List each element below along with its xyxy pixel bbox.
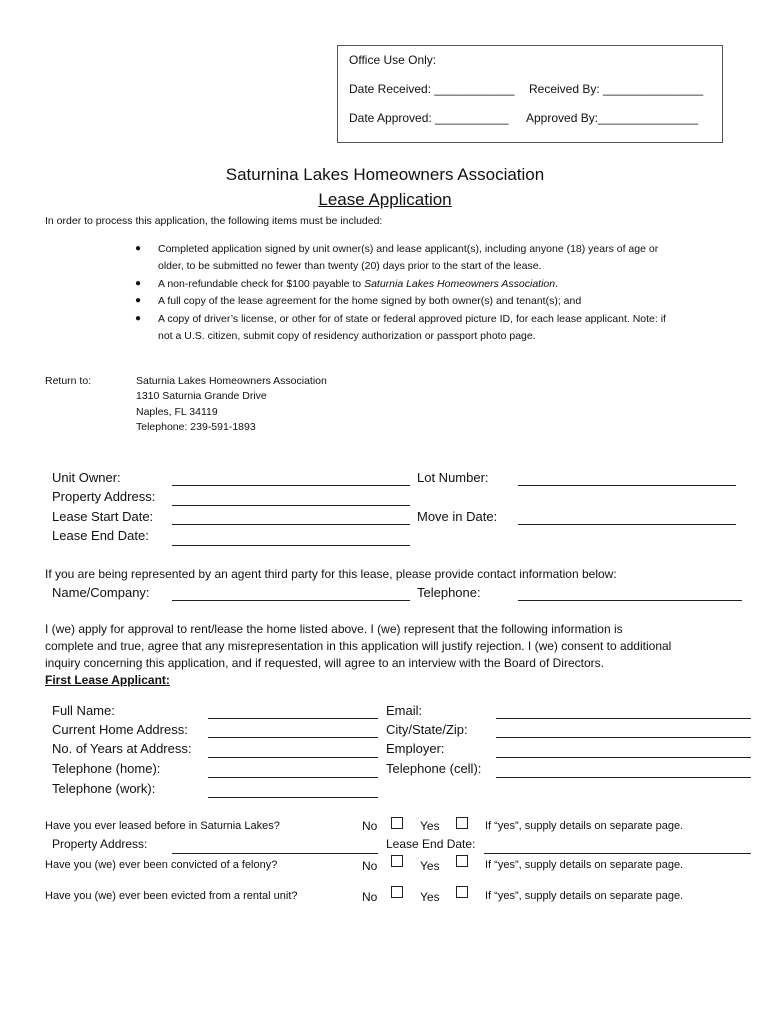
- lease-start-input[interactable]: [172, 524, 410, 525]
- employer-label: Employer:: [386, 741, 445, 756]
- tel-work-label: Telephone (work):: [52, 781, 156, 796]
- name-company-label: Name/Company:: [52, 585, 150, 600]
- requirement-4-line2: not a U.S. citizen, submit copy of residency authorization or passport photo page.: [158, 330, 536, 342]
- no-label: No: [362, 890, 378, 904]
- requirement-3: A full copy of the lease agreement for the home signed by both owner(s) and tenant(s); and: [158, 295, 582, 307]
- agent-telephone-input[interactable]: [518, 600, 742, 601]
- details-note: If “yes”, supply details on separate page.: [485, 890, 684, 902]
- org-name: Saturnina Lakes Homeowners Association: [225, 165, 545, 184]
- employer-input[interactable]: [496, 757, 751, 758]
- q2-no-checkbox[interactable]: [391, 855, 403, 867]
- requirement-2-post: .: [555, 278, 559, 290]
- years-at-address-label: No. of Years at Address:: [52, 741, 192, 756]
- tel-cell-label: Telephone (cell):: [386, 761, 482, 776]
- lot-number-input[interactable]: [518, 485, 736, 486]
- no-label: No: [362, 859, 378, 873]
- move-in-input[interactable]: [518, 524, 736, 525]
- requirement-2-pre: A non-refundable check for $100 payable to: [158, 278, 365, 290]
- requirement-1-line1: Completed application signed by unit owner(s) and lease applicant(s), including anyone (18) years of age or: [158, 243, 659, 255]
- office-use-title: Office Use Only:: [349, 53, 437, 67]
- bullet-icon: ●: [135, 243, 142, 254]
- bullet-icon: ●: [135, 313, 142, 324]
- agent-telephone-label: Telephone:: [417, 585, 481, 600]
- return-address-line: 1310 Saturnia Grande Drive: [136, 390, 267, 402]
- q3-no-checkbox[interactable]: [391, 886, 403, 898]
- q3-yes-checkbox[interactable]: [456, 886, 468, 898]
- lot-number-label: Lot Number:: [417, 470, 489, 485]
- date-approved-field: Date Approved: ___________: [349, 111, 509, 125]
- q1-yes-checkbox[interactable]: [456, 817, 468, 829]
- details-note: If “yes”, supply details on separate page.: [485, 820, 684, 832]
- tel-home-input[interactable]: [208, 777, 378, 778]
- return-to-label: Return to:: [45, 375, 92, 387]
- q1-lease-end-input[interactable]: [484, 853, 751, 854]
- email-input[interactable]: [496, 718, 751, 719]
- full-name-label: Full Name:: [52, 703, 115, 718]
- bullet-icon: ●: [135, 278, 142, 289]
- date-received-field: Date Received: ____________: [349, 82, 515, 96]
- name-company-input[interactable]: [172, 600, 410, 601]
- move-in-label: Move in Date:: [417, 509, 498, 524]
- yes-label: Yes: [420, 890, 440, 904]
- received-by-field: Received By: _______________: [529, 82, 704, 96]
- applicant-heading: First Lease Applicant:: [45, 673, 170, 687]
- q1-property-address-label: Property Address:: [52, 837, 148, 851]
- current-address-input[interactable]: [208, 737, 378, 738]
- statement-line: complete and true, agree that any misrepresentation in this application will justify rejection. I (we) consent to additional: [45, 639, 672, 653]
- tel-home-label: Telephone (home):: [52, 761, 161, 776]
- page-title-text: Lease Application: [318, 190, 452, 209]
- tel-work-input[interactable]: [208, 797, 378, 798]
- q1-property-address-input[interactable]: [172, 853, 378, 854]
- q1-lease-end-label: Lease End Date:: [386, 837, 476, 851]
- unit-owner-input[interactable]: [172, 485, 410, 486]
- return-address-line: Naples, FL 34119: [136, 406, 218, 418]
- statement-line: I (we) apply for approval to rent/lease the home listed above. I (we) represent that the following information is: [45, 622, 623, 636]
- approved-by-field: Approved By:_______________: [526, 111, 699, 125]
- requirement-4-line1: A copy of driver’s license, or other for of state or federal approved picture ID, for each lease applicant. Note: if: [158, 313, 666, 325]
- question-felony: Have you (we) ever been convicted of a felony?: [45, 859, 278, 871]
- full-name-input[interactable]: [208, 718, 378, 719]
- email-label: Email:: [386, 703, 423, 718]
- question-evicted: Have you (we) ever been evicted from a rental unit?: [45, 890, 298, 902]
- lease-end-label: Lease End Date:: [52, 528, 149, 543]
- tel-cell-input[interactable]: [496, 777, 751, 778]
- current-address-label: Current Home Address:: [52, 722, 188, 737]
- agent-intro: If you are being represented by an agent third party for this lease, please provide contact information below:: [45, 567, 617, 581]
- city-state-zip-label: City/State/Zip:: [386, 722, 468, 737]
- return-address-line: Telephone: 239-591-1893: [136, 421, 256, 433]
- q1-no-checkbox[interactable]: [391, 817, 403, 829]
- details-note: If “yes”, supply details on separate page.: [485, 859, 684, 871]
- question-leased-before: Have you ever leased before in Saturnia Lakes?: [45, 820, 280, 832]
- statement-line: inquiry concerning this application, and if requested, will agree to an interview with the Board of Directors.: [45, 656, 604, 670]
- lease-end-input[interactable]: [172, 545, 410, 546]
- intro-text: In order to process this application, the following items must be included:: [45, 215, 383, 227]
- requirement-2-italic: Saturnia Lakes Homeowners Association: [364, 278, 556, 290]
- property-address-input[interactable]: [172, 505, 410, 506]
- property-address-label: Property Address:: [52, 489, 156, 504]
- requirement-2: [158, 278, 558, 290]
- requirement-1-line2: older, to be submitted no fewer than twenty (20) days prior to the start of the lease.: [158, 260, 542, 272]
- yes-label: Yes: [420, 819, 440, 833]
- bullet-icon: ●: [135, 295, 142, 306]
- q2-yes-checkbox[interactable]: [456, 855, 468, 867]
- unit-owner-label: Unit Owner:: [52, 470, 121, 485]
- no-label: No: [362, 819, 378, 833]
- lease-start-label: Lease Start Date:: [52, 509, 154, 524]
- page-title: [0, 190, 770, 210]
- years-at-address-input[interactable]: [208, 757, 378, 758]
- city-state-zip-input[interactable]: [496, 737, 751, 738]
- return-address-line: Saturnia Lakes Homeowners Association: [136, 375, 327, 387]
- yes-label: Yes: [420, 859, 440, 873]
